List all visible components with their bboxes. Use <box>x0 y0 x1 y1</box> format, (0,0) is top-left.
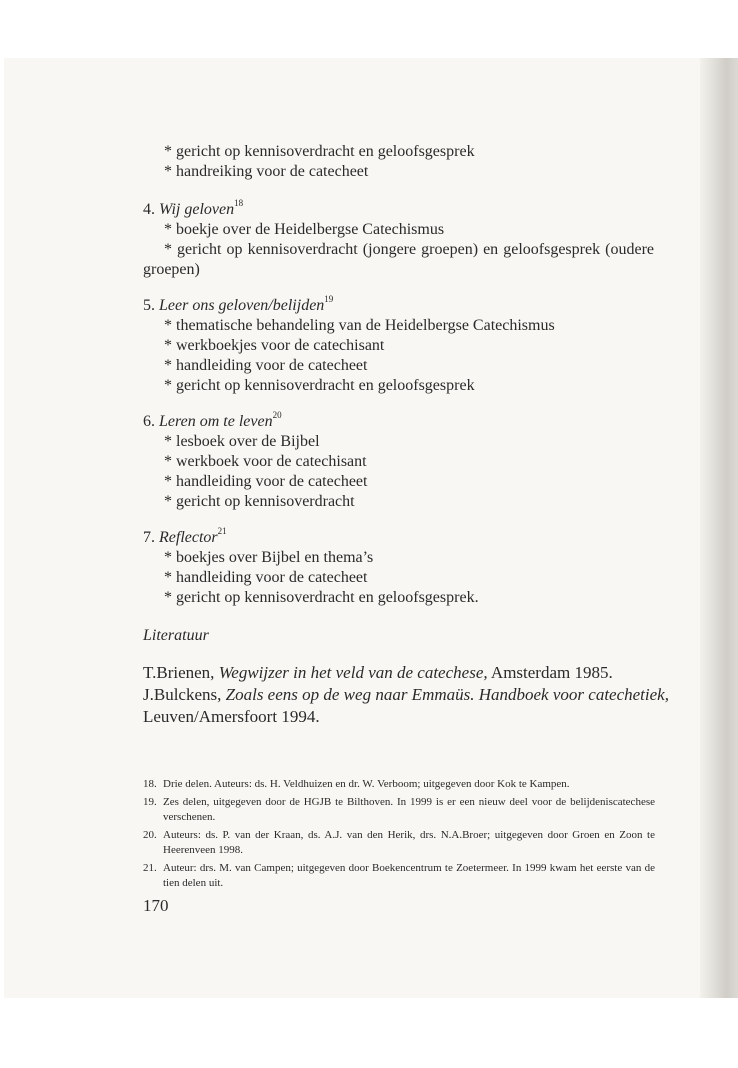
bullet-line: * gericht op kennisoverdracht (jongere groepen) en geloofsgesprek (oudere <box>164 241 654 258</box>
lit-author: J.Bulckens, <box>143 685 222 704</box>
footnote-ref: 18 <box>234 197 244 208</box>
footnote-text: Zes delen, uitgegeven door de HGJB te Bilthoven. In 1999 is er een nieuw deel voor de belijdeniscatechese verschenen. <box>163 796 655 823</box>
footnote-number: 21. <box>143 862 157 874</box>
footnote <box>143 777 655 792</box>
item-heading <box>143 197 244 220</box>
item-title: Leer ons geloven/belijden <box>159 297 325 314</box>
bullet-line: * gericht op kennisoverdracht en geloofsgesprek <box>164 377 475 394</box>
item-heading <box>143 293 334 316</box>
bullet-line: * gericht op kennisoverdracht en geloofsgesprek <box>164 143 475 160</box>
footnote-ref: 19 <box>324 293 334 304</box>
footnote-number: 19. <box>143 796 157 808</box>
bullet-line: * gericht op kennisoverdracht <box>164 493 355 510</box>
lit-title: Zoals eens op de weg naar Emmaüs. Handboek voor catechetiek, <box>225 685 669 704</box>
bullet-line: * werkboek voor de catechisant <box>164 453 367 470</box>
item-heading <box>143 525 227 548</box>
footnote-text: Auteur: drs. M. van Campen; uitgegeven door Boekencentrum te Zoetermeer. In 1999 kwam het eerste van de tien delen uit. <box>163 862 655 889</box>
literature-entry <box>143 662 613 684</box>
lit-title: Wegwijzer in het veld van de catechese, <box>218 663 488 682</box>
item-title: Leren om te leven <box>159 413 273 430</box>
book-spine-shadow <box>700 58 738 998</box>
item-number: 6. <box>143 413 155 430</box>
literature-heading: Literatuur <box>143 627 209 644</box>
item-number: 7. <box>143 529 155 546</box>
lit-publication: Amsterdam 1985. <box>490 663 613 682</box>
literature-entry-continuation: Leuven/Amersfoort 1994. <box>143 707 320 726</box>
page-number: 170 <box>143 896 169 915</box>
item-number: 5. <box>143 297 155 314</box>
bullet-line: * handleiding voor de catecheet <box>164 569 368 586</box>
bullet-line: * boekje over de Heidelbergse Catechismus <box>164 221 445 238</box>
bullet-continuation: groepen) <box>143 261 200 278</box>
footnote <box>143 828 655 858</box>
footnote-text: Auteurs: ds. P. van der Kraan, ds. A.J. van den Herik, drs. N.A.Broer; uitgegeven door Groen en Zoon te Heerenveen 1998. <box>163 829 655 856</box>
footnote-number: 18. <box>143 778 157 790</box>
bullet-line: * handreiking voor de catecheet <box>164 163 369 180</box>
bullet-line: * boekjes over Bijbel en thema’s <box>164 549 374 566</box>
bullet-line: * werkboekjes voor de catechisant <box>164 337 385 354</box>
bullet-line: * lesboek over de Bijbel <box>164 433 320 450</box>
footnote-ref: 20 <box>272 409 282 420</box>
item-heading <box>143 409 282 432</box>
literature-entry <box>143 684 669 706</box>
bullet-line: * gericht op kennisoverdracht en geloofsgesprek. <box>164 589 479 606</box>
footnote-number: 20. <box>143 829 157 841</box>
bullet-line: * thematische behandeling van de Heidelbergse Catechismus <box>164 317 555 334</box>
footnote <box>143 861 655 891</box>
footnote-text: Drie delen. Auteurs: ds. H. Veldhuizen en dr. W. Verboom; uitgegeven door Kok te Kampen. <box>163 778 570 790</box>
footnote <box>143 795 655 825</box>
item-title: Reflector <box>159 529 218 546</box>
item-title: Wij geloven <box>159 201 235 218</box>
item-number: 4. <box>143 201 155 218</box>
footnote-ref: 21 <box>217 525 227 536</box>
lit-author: T.Brienen, <box>143 663 215 682</box>
bullet-line: * handleiding voor de catecheet <box>164 473 368 490</box>
bullet-line: * handleiding voor de catecheet <box>164 357 368 374</box>
